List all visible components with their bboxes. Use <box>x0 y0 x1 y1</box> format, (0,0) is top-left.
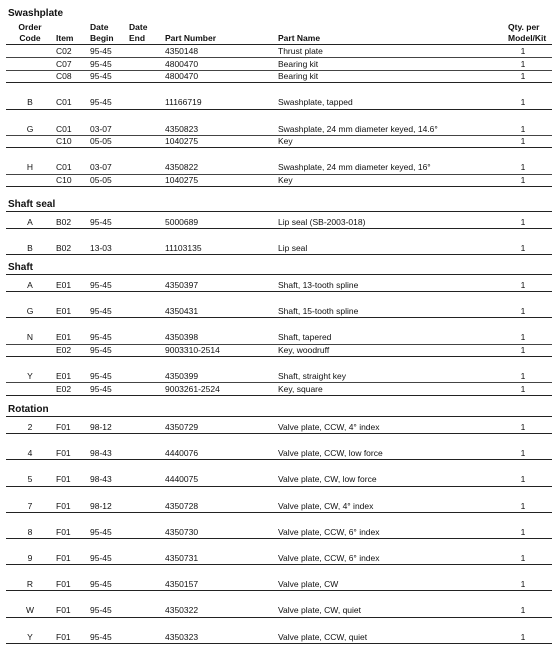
qty-cell: 1 <box>520 306 526 317</box>
group-rule <box>6 617 552 618</box>
section-rule <box>6 211 552 212</box>
qty-cell: 1 <box>520 58 526 69</box>
date-begin-cell: 98-12 <box>90 500 112 511</box>
group-rule <box>6 82 552 83</box>
part-number-cell: 4350729 <box>165 422 199 432</box>
item-cell: C01 <box>56 162 72 173</box>
header-date-begin-line2: Begin <box>90 33 114 43</box>
item-cell: F01 <box>56 631 71 642</box>
qty-cell: 1 <box>520 383 526 394</box>
part-name-cell: Shaft, tapered <box>278 332 332 343</box>
part-number-cell: 4800470 <box>165 71 199 82</box>
qty-cell: 1 <box>520 97 526 108</box>
group-rule <box>6 291 552 292</box>
part-number-cell: 4440075 <box>165 474 199 485</box>
part-number-cell: 4350823 <box>165 123 199 134</box>
date-begin-cell: 95-45 <box>90 383 112 394</box>
header-rule <box>6 44 552 45</box>
section-title: Shaft <box>8 262 33 273</box>
item-cell: C10 <box>56 175 72 185</box>
item-cell: E01 <box>56 306 72 317</box>
date-begin-cell: 95-45 <box>90 553 112 563</box>
order-code-cell: G <box>26 123 34 134</box>
part-name-cell: Valve plate, CW, low force <box>278 474 377 485</box>
order-code-cell: Y <box>27 371 33 382</box>
item-cell: F01 <box>56 500 71 511</box>
part-number-cell: 5000689 <box>165 217 199 227</box>
group-rule <box>6 109 552 110</box>
group-rule <box>6 564 552 565</box>
part-name-cell: Swashplate, tapped <box>278 97 353 108</box>
qty-cell: 1 <box>520 280 526 290</box>
part-name-cell: Valve plate, CW <box>278 579 339 590</box>
header-date-end-line1: Date <box>129 22 148 32</box>
part-number-cell: 4350431 <box>165 306 199 317</box>
order-code-cell: 9 <box>27 553 33 563</box>
part-number-cell: 4350728 <box>165 500 199 511</box>
group-rule <box>6 186 552 187</box>
order-code-cell: H <box>26 162 34 173</box>
group-rule <box>6 486 552 487</box>
date-begin-cell: 95-45 <box>90 58 112 69</box>
order-code-cell: Y <box>27 631 33 642</box>
item-cell: B02 <box>56 217 72 227</box>
date-begin-cell: 95-45 <box>90 631 112 642</box>
item-cell: F01 <box>56 526 71 537</box>
part-name-cell: Lip seal <box>278 243 308 254</box>
part-name-cell: Valve plate, CCW, 6° index <box>278 526 380 537</box>
order-code-cell: 8 <box>27 526 33 537</box>
date-begin-cell: 95-45 <box>90 97 112 108</box>
date-begin-cell: 95-45 <box>90 280 112 290</box>
order-code-cell: 5 <box>27 474 33 485</box>
part-number-cell: 4350322 <box>165 605 199 616</box>
item-cell: C01 <box>56 123 72 134</box>
item-cell: C02 <box>56 46 72 56</box>
item-cell: F01 <box>56 553 71 563</box>
date-begin-cell: 05-05 <box>90 175 112 185</box>
qty-cell: 1 <box>520 123 526 134</box>
section-rule <box>6 416 552 417</box>
item-cell: E01 <box>56 280 72 290</box>
header-item-line2: Item <box>56 33 74 43</box>
date-begin-cell: 95-45 <box>90 332 112 343</box>
part-number-cell: 4350731 <box>165 553 199 563</box>
group-rule <box>6 356 552 357</box>
group-rule <box>6 254 552 255</box>
item-cell: E02 <box>56 345 72 355</box>
qty-cell: 1 <box>520 332 526 343</box>
date-begin-cell: 03-07 <box>90 162 112 173</box>
header-order-code-line2: Code <box>19 33 41 43</box>
part-name-cell: Swashplate, 24 mm diameter keyed, 16° <box>278 162 431 173</box>
qty-cell: 1 <box>520 46 526 56</box>
part-number-cell: 4440076 <box>165 448 199 459</box>
item-cell: F01 <box>56 422 71 432</box>
date-begin-cell: 95-45 <box>90 306 112 317</box>
qty-cell: 1 <box>520 162 526 173</box>
part-name-cell: Swashplate, 24 mm diameter keyed, 14.6° <box>278 123 438 134</box>
part-number-cell: 4350398 <box>165 332 199 343</box>
item-cell: F01 <box>56 579 71 590</box>
order-code-cell: G <box>26 306 34 317</box>
order-code-cell: N <box>26 332 34 343</box>
group-rule <box>6 590 552 591</box>
part-name-cell: Key <box>278 136 293 147</box>
date-begin-cell: 95-45 <box>90 605 112 616</box>
part-name-cell: Valve plate, CCW, 6° index <box>278 553 380 563</box>
part-number-cell: 4350323 <box>165 631 199 642</box>
qty-cell: 1 <box>520 526 526 537</box>
part-number-cell: 4350157 <box>165 579 199 590</box>
group-rule <box>6 433 552 434</box>
group-rule <box>6 317 552 318</box>
group-rule <box>6 512 552 513</box>
header-qty-line2: Model/Kit <box>508 33 547 43</box>
item-cell: B02 <box>56 243 72 254</box>
group-rule <box>6 538 552 539</box>
part-number-cell: 4350730 <box>165 526 199 537</box>
group-rule <box>6 147 552 148</box>
order-code-cell: 7 <box>27 500 33 511</box>
part-name-cell: Valve plate, CW, quiet <box>278 605 361 616</box>
item-cell: F01 <box>56 474 71 485</box>
part-number-cell: 4350822 <box>165 162 199 173</box>
order-code-cell: 4 <box>27 448 33 459</box>
part-name-cell: Key, woodruff <box>278 345 330 355</box>
section-rule <box>6 274 552 275</box>
part-name-cell: Shaft, 13-tooth spline <box>278 280 359 290</box>
qty-cell: 1 <box>520 243 526 254</box>
date-begin-cell: 95-45 <box>90 526 112 537</box>
qty-cell: 1 <box>520 553 526 563</box>
part-name-cell: Key, square <box>278 383 323 394</box>
date-begin-cell: 95-45 <box>90 46 112 56</box>
order-code-cell: 2 <box>27 422 33 432</box>
part-name-cell: Key <box>278 175 293 185</box>
qty-cell: 1 <box>520 371 526 382</box>
date-begin-cell: 98-43 <box>90 474 112 485</box>
part-number-cell: 4350399 <box>165 371 199 382</box>
part-name-cell: Shaft, 15-tooth spline <box>278 306 359 317</box>
date-begin-cell: 05-05 <box>90 136 112 147</box>
qty-cell: 1 <box>520 175 526 185</box>
part-number-cell: 1040275 <box>165 175 199 185</box>
date-begin-cell: 95-45 <box>90 345 112 355</box>
order-code-cell: B <box>27 97 33 108</box>
date-begin-cell: 03-07 <box>90 123 112 134</box>
part-name-cell: Bearing kit <box>278 58 319 69</box>
group-rule <box>6 228 552 229</box>
header-part-number-line2: Part Number <box>165 33 217 43</box>
item-cell: E01 <box>56 371 72 382</box>
part-number-cell: 11166719 <box>165 97 202 108</box>
part-name-cell: Thrust plate <box>278 46 323 56</box>
part-number-cell: 9003261-2524 <box>165 383 220 394</box>
part-number-cell: 9003310-2514 <box>165 345 220 355</box>
date-begin-cell: 13-03 <box>90 243 112 254</box>
section-title: Shaft seal <box>8 199 56 210</box>
item-cell: C07 <box>56 58 72 69</box>
order-code-cell: R <box>26 579 34 590</box>
item-cell: E02 <box>56 383 72 394</box>
part-name-cell: Valve plate, CCW, 4° index <box>278 422 380 432</box>
order-code-cell: B <box>27 243 33 254</box>
item-cell: F01 <box>56 605 71 616</box>
part-name-cell: Valve plate, CCW, low force <box>278 448 383 459</box>
order-code-cell: A <box>27 217 33 227</box>
header-part-name-line2: Part Name <box>278 33 321 43</box>
item-cell: C01 <box>56 97 72 108</box>
qty-cell: 1 <box>520 500 526 511</box>
part-name-cell: Bearing kit <box>278 71 319 82</box>
header-date-begin-line1: Date <box>90 22 109 32</box>
group-rule <box>6 643 552 644</box>
qty-cell: 1 <box>520 631 526 642</box>
item-cell: C10 <box>56 136 72 147</box>
item-cell: E01 <box>56 332 72 343</box>
part-name-cell: Valve plate, CCW, quiet <box>278 631 368 642</box>
part-number-cell: 4350397 <box>165 280 199 290</box>
qty-cell: 1 <box>520 605 526 616</box>
date-begin-cell: 95-45 <box>90 71 112 82</box>
part-name-cell: Shaft, straight key <box>278 371 347 382</box>
qty-cell: 1 <box>520 422 526 432</box>
date-begin-cell: 95-45 <box>90 579 112 590</box>
qty-cell: 1 <box>520 71 526 82</box>
qty-cell: 1 <box>520 448 526 459</box>
item-cell: C08 <box>56 71 72 82</box>
part-number-cell: 4800470 <box>165 58 199 69</box>
header-order-code-line1: Order <box>18 22 42 32</box>
header-date-end-line2: End <box>129 33 146 43</box>
part-number-cell: 4350148 <box>165 46 199 56</box>
date-begin-cell: 95-45 <box>90 371 112 382</box>
section-title: Swashplate <box>8 8 64 19</box>
group-rule <box>6 395 552 396</box>
order-code-cell: A <box>27 280 33 290</box>
item-cell: F01 <box>56 448 71 459</box>
group-rule <box>6 459 552 460</box>
order-code-cell: W <box>25 605 35 616</box>
qty-cell: 1 <box>520 474 526 485</box>
part-name-cell: Valve plate, CW, 4° index <box>278 500 374 511</box>
qty-cell: 1 <box>520 217 526 227</box>
section-title: Rotation <box>8 404 49 415</box>
qty-cell: 1 <box>520 136 526 147</box>
date-begin-cell: 98-12 <box>90 422 112 432</box>
date-begin-cell: 98-43 <box>90 448 112 459</box>
part-number-cell: 11103135 <box>165 243 202 254</box>
header-qty-line1: Qty. per <box>508 22 540 32</box>
qty-cell: 1 <box>520 579 526 590</box>
part-number-cell: 1040275 <box>165 136 199 147</box>
qty-cell: 1 <box>520 345 526 355</box>
date-begin-cell: 95-45 <box>90 217 112 227</box>
part-name-cell: Lip seal (SB-2003-018) <box>278 217 366 227</box>
